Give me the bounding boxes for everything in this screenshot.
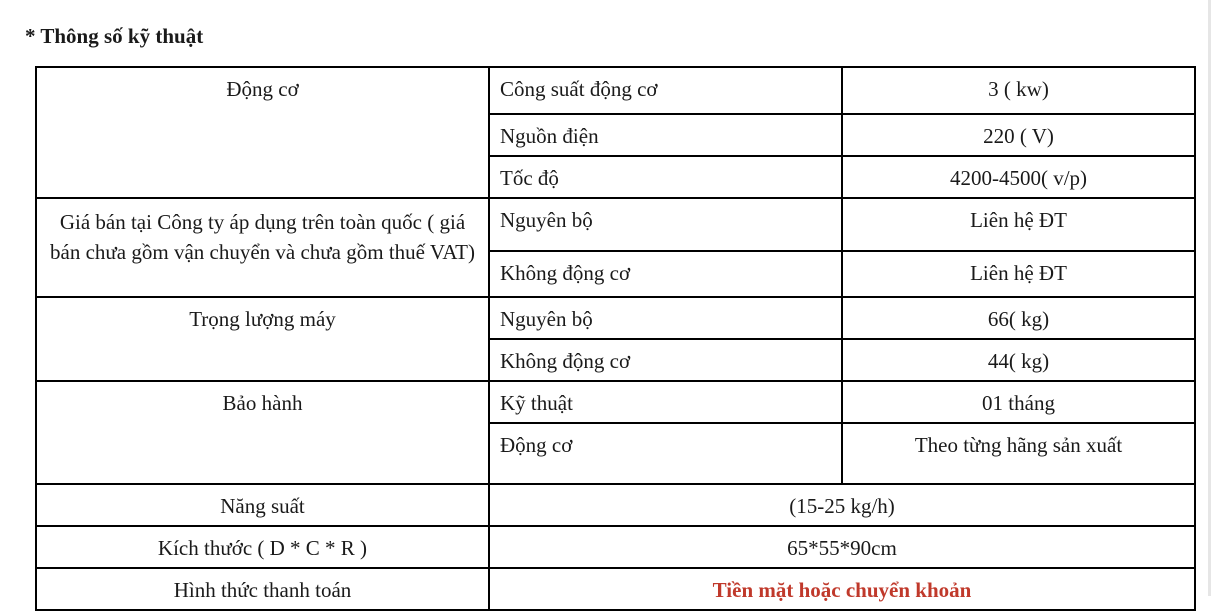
- table-row: [36, 484, 1195, 526]
- spec-value: 4200-4500( v/p): [842, 156, 1195, 198]
- spec-value: 66( kg): [842, 297, 1195, 339]
- spec-value: 220 ( V): [842, 114, 1195, 156]
- spec-name: Công suất động cơ: [489, 67, 842, 114]
- spec-name: Không động cơ: [489, 339, 842, 381]
- warranty-group-label: Bảo hành: [36, 381, 489, 484]
- table-row: [36, 526, 1195, 568]
- table-row: [36, 297, 1195, 339]
- spec-name: Tốc độ: [489, 156, 842, 198]
- section-heading: * Thông số kỹ thuật: [25, 24, 204, 48]
- spec-value: Liên hệ ĐT: [842, 251, 1195, 297]
- weight-group-label: Trọng lượng máy: [36, 297, 489, 381]
- capacity-value: (15-25 kg/h): [489, 484, 1195, 526]
- table-row: [36, 67, 1195, 114]
- spec-name: Nguyên bộ: [489, 198, 842, 251]
- payment-label: Hình thức thanh toán: [36, 568, 489, 610]
- spec-value: Theo từng hãng sản xuất: [842, 423, 1195, 484]
- capacity-label: Năng suất: [36, 484, 489, 526]
- table-row: [36, 568, 1195, 610]
- spec-name: Kỹ thuật: [489, 381, 842, 423]
- table-row: [36, 198, 1195, 251]
- spec-value: 3 ( kw): [842, 67, 1195, 114]
- spec-name: Nguyên bộ: [489, 297, 842, 339]
- table-row: [36, 381, 1195, 423]
- spec-value: 44( kg): [842, 339, 1195, 381]
- spec-name: Động cơ: [489, 423, 842, 484]
- payment-value: Tiền mặt hoặc chuyển khoản: [489, 568, 1195, 610]
- dimensions-label: Kích thước ( D * C * R ): [36, 526, 489, 568]
- spec-name: Không động cơ: [489, 251, 842, 297]
- spec-name: Nguồn điện: [489, 114, 842, 156]
- dimensions-value: 65*55*90cm: [489, 526, 1195, 568]
- spec-value: 01 tháng: [842, 381, 1195, 423]
- spec-value: Liên hệ ĐT: [842, 198, 1195, 251]
- spec-table: [35, 66, 1196, 611]
- engine-group-label: Động cơ: [36, 67, 489, 198]
- price-group-label: Giá bán tại Công ty áp dụng trên toàn quốc ( giá bán chưa gồm vận chuyển và chưa gồm thuế VAT): [36, 198, 489, 297]
